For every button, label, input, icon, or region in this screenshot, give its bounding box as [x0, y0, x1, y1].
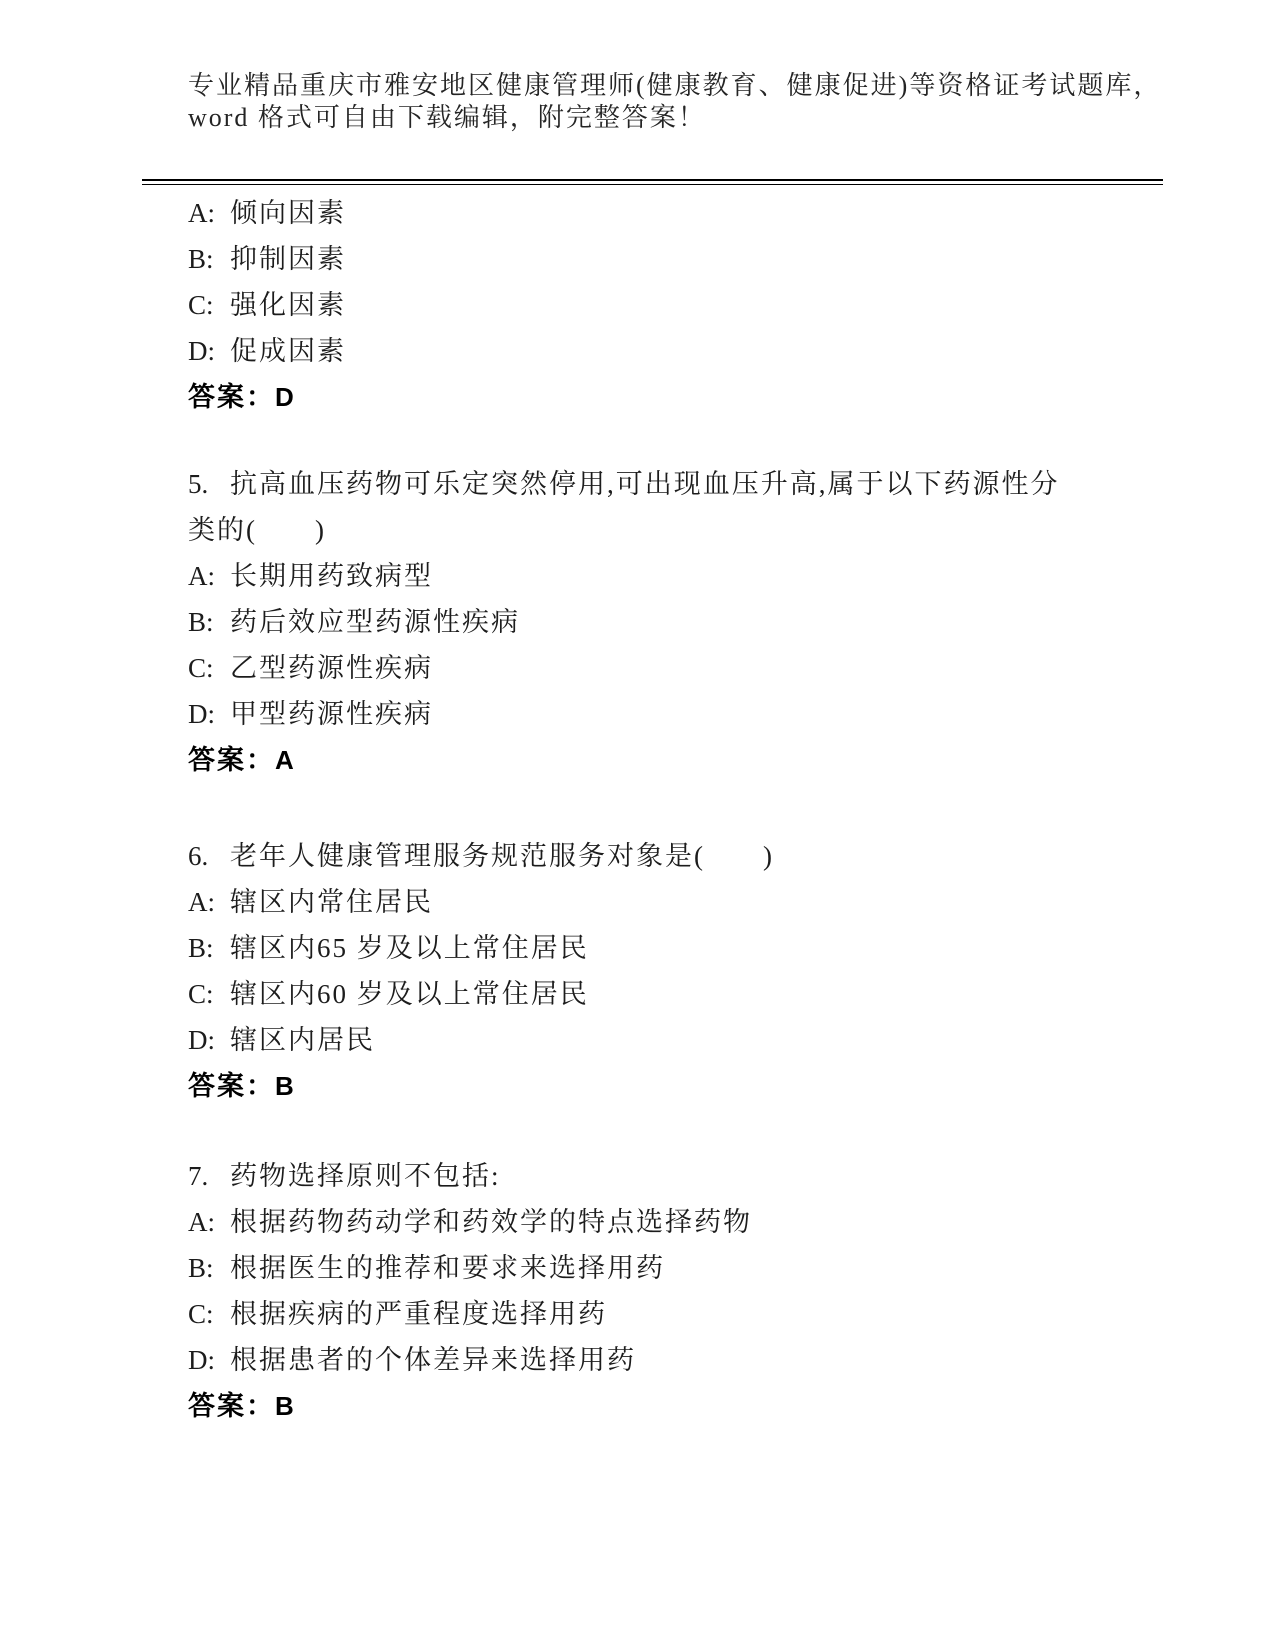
option-label: A: [188, 561, 215, 591]
option-label: C: [188, 979, 214, 1009]
option-text: 抑制因素 [230, 244, 346, 274]
answer-label: 答案： [188, 745, 275, 775]
option-text: 促成因素 [230, 336, 346, 366]
question-line: 抗高血压药物可乐定突然停用,可出现血压升高,属于以下药源性分 [230, 469, 1060, 499]
option-row [188, 1337, 1138, 1383]
question-block [188, 190, 1138, 420]
question-number: 5. [188, 469, 209, 499]
option-text: 长期用药致病型 [230, 561, 433, 591]
option-row [188, 1017, 1138, 1063]
question-line: 药物选择原则不包括: [230, 1161, 501, 1191]
option-label: C: [188, 653, 214, 683]
option-text: 辖区内居民 [230, 1025, 375, 1055]
option-label: B: [188, 1253, 214, 1283]
answer-value: B [275, 1071, 296, 1101]
option-row [188, 691, 1138, 737]
option-row [188, 236, 1138, 282]
answer-row [188, 737, 1138, 783]
header-line-1: 专业精品重庆市雅安地区健康管理师(健康教育、健康促进)等资格证考试题库， [188, 71, 1162, 100]
question-line: 老年人健康管理服务规范服务对象是( ) [230, 841, 774, 871]
document-header [188, 70, 1178, 134]
answer-value: A [275, 745, 296, 775]
option-row [188, 1199, 1138, 1245]
answer-row [188, 1383, 1138, 1429]
option-text: 药后效应型药源性疾病 [230, 607, 520, 637]
question-block [188, 833, 1138, 1109]
option-text: 倾向因素 [230, 198, 346, 228]
option-label: A: [188, 1207, 215, 1237]
option-text: 辖区内常住居民 [230, 887, 433, 917]
option-label: D: [188, 1025, 215, 1055]
option-text: 甲型药源性疾病 [230, 699, 433, 729]
option-row [188, 328, 1138, 374]
option-row [188, 971, 1138, 1017]
answer-value: B [275, 1391, 296, 1421]
option-text: 根据药物药动学和药效学的特点选择药物 [230, 1207, 752, 1237]
option-text: 乙型药源性疾病 [230, 653, 433, 683]
option-label: D: [188, 699, 215, 729]
option-row [188, 599, 1138, 645]
option-row [188, 282, 1138, 328]
option-row [188, 645, 1138, 691]
question-text [188, 1153, 1138, 1199]
option-label: A: [188, 198, 215, 228]
option-label: B: [188, 607, 214, 637]
option-label: A: [188, 887, 215, 917]
document-content [188, 190, 1138, 1429]
option-label: C: [188, 1299, 214, 1329]
option-label: C: [188, 290, 214, 320]
option-row [188, 190, 1138, 236]
answer-row [188, 1063, 1138, 1109]
answer-row [188, 374, 1138, 420]
option-text: 辖区内60 岁及以上常住居民 [230, 979, 589, 1009]
option-text: 根据患者的个体差异来选择用药 [230, 1345, 636, 1375]
option-label: B: [188, 244, 214, 274]
option-row [188, 879, 1138, 925]
question-number: 7. [188, 1161, 209, 1191]
question-text [188, 833, 1138, 879]
answer-value: D [275, 382, 296, 412]
option-label: D: [188, 1345, 215, 1375]
option-text: 根据疾病的严重程度选择用药 [230, 1299, 607, 1329]
answer-label: 答案： [188, 1071, 275, 1101]
option-row [188, 1291, 1138, 1337]
question-number: 6. [188, 841, 209, 871]
question-block [188, 1153, 1138, 1429]
header-line-2: word 格式可自由下载编辑，附完整答案！ [188, 103, 706, 132]
answer-label: 答案： [188, 382, 275, 412]
option-row [188, 1245, 1138, 1291]
header-separator-rule [142, 179, 1163, 185]
question-text [188, 461, 1138, 507]
question-block [188, 461, 1138, 783]
answer-label: 答案： [188, 1391, 275, 1421]
option-label: D: [188, 336, 215, 366]
option-row [188, 925, 1138, 971]
option-row [188, 553, 1138, 599]
option-text: 辖区内65 岁及以上常住居民 [230, 933, 589, 963]
question-text-continued: 类的( ) [188, 515, 326, 545]
option-text: 根据医生的推荐和要求来选择用药 [230, 1253, 665, 1283]
option-label: B: [188, 933, 214, 963]
option-text: 强化因素 [230, 290, 346, 320]
